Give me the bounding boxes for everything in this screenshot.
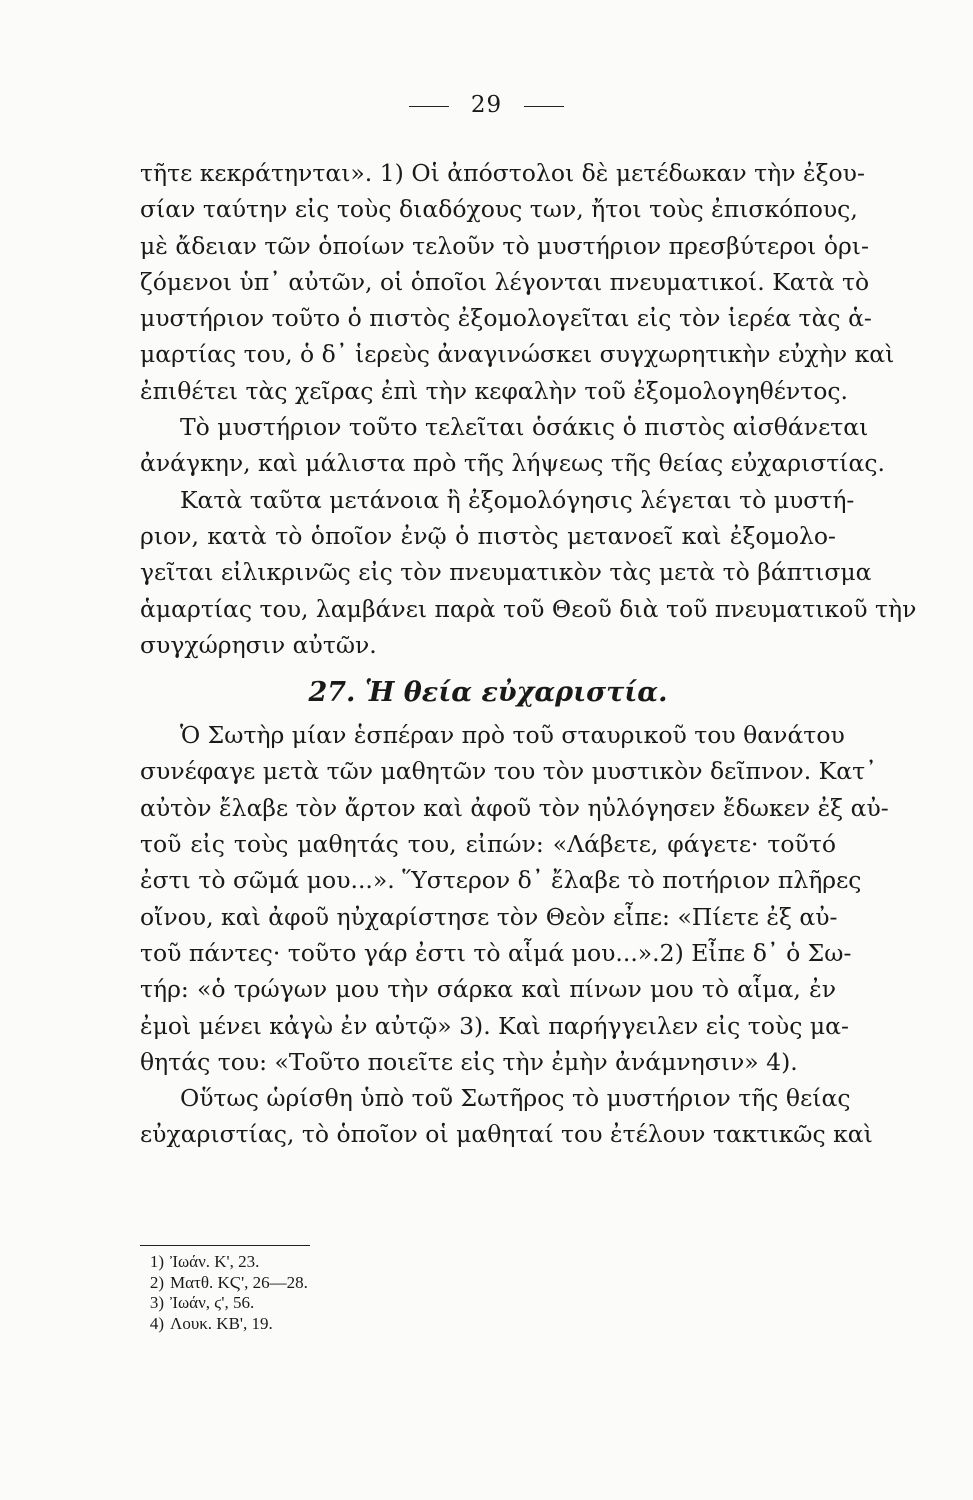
footnote xyxy=(140,1314,540,1335)
text-line: μυστήριον τοῦτο ὁ πιστὸς ἐξομολογεῖται εἰς τὸν ἱερέα τὰς ἁ- xyxy=(140,304,872,333)
text-line: οἴνου, καὶ ἀφοῦ ηὐχαρίστησε τὸν Θεὸν εἶπε: «Πίετε ἐξ αὐ- xyxy=(140,902,838,931)
text-line: ριον, κατὰ τὸ ὁποῖον ἐνῷ ὁ πιστὸς μετανοεῖ καὶ ἐξομολο- xyxy=(140,521,836,550)
page-body xyxy=(140,155,917,1153)
footnote xyxy=(140,1293,540,1314)
text-line: Κατὰ ταῦτα μετάνοια ἢ ἐξομολόγησις λέγεται τὸ μυστή- xyxy=(180,485,855,514)
text-line: θητάς του: «Τοῦτο ποιεῖτε εἰς τὴν ἐμὴν ἀνάμνησιν» 4). xyxy=(140,1047,798,1076)
header-dash-right xyxy=(524,106,564,107)
text-line: σίαν ταύτην εἰς τοὺς διαδόχους των, ἤτοι τοὺς ἐπισκόπους, xyxy=(140,195,858,224)
section-heading: 27. Ἡ θεία εὐχαριστία. xyxy=(308,677,668,709)
footnote-text: Ματθ. ΚϚ', 26—28. xyxy=(170,1272,308,1292)
text-line: τοῦ πάντες· τοῦτο γάρ ἐστι τὸ αἷμά μου...».2) Εἶπε δ᾽ ὁ Σω- xyxy=(140,938,852,967)
text-line: εὐχαριστίας, τὸ ὁποῖον οἱ μαθηταί του ἐτέλουν τακτικῶς καὶ xyxy=(140,1120,873,1149)
footnote-number: 4) xyxy=(149,1313,164,1333)
text-line: τοῦ εἰς τοὺς μαθητάς του, εἰπών: «Λάβετε, φάγετε· τοῦτό xyxy=(140,830,836,859)
text-line: Τὸ μυστήριον τοῦτο τελεῖται ὁσάκις ὁ πιστὸς αἰσθάνεται xyxy=(180,413,869,442)
footnote-text: Λουκ. ΚΒ', 19. xyxy=(170,1313,273,1333)
text-line: συνέφαγε μετὰ τῶν μαθητῶν του τὸν μυστικὸν δεῖπνον. Κατ᾽ xyxy=(140,757,877,786)
text-line: γεῖται εἰλικρινῶς εἰς τὸν πνευματικὸν τὰς μετὰ τὸ βάπτισμα xyxy=(140,558,872,587)
footnotes xyxy=(140,1252,540,1334)
footnote-number: 2) xyxy=(149,1272,164,1292)
footnote-text: Ἰωάν, ϛ', 56. xyxy=(170,1293,255,1312)
text-line: μὲ ἄδειαν τῶν ὁποίων τελοῦν τὸ μυστήριον πρεσβύτεροι ὁρι- xyxy=(140,231,869,260)
text-line: ζόμενοι ὑπ᾽ αὐτῶν, οἱ ὁποῖοι λέγονται πνευματικοί. Κατὰ τὸ xyxy=(140,267,870,296)
footnote-rule xyxy=(140,1245,310,1246)
text-line: τήρ: «ὁ τρώγων μου τὴν σάρκα καὶ πίνων μου τὸ αἷμα, ἐν xyxy=(140,975,836,1004)
text-line: ἐπιθέτει τὰς χεῖρας ἐπὶ τὴν κεφαλὴν τοῦ ἐξομολογηθέντος. xyxy=(140,376,848,405)
footnote xyxy=(140,1252,540,1273)
text-line: μαρτίας του, ὁ δ᾽ ἱερεὺς ἀναγινώσκει συγχωρητικὴν εὐχὴν καὶ xyxy=(140,340,895,369)
text-line: ἐμοὶ μένει κἀγὼ ἐν αὐτῷ» 3). Καὶ παρήγγειλεν εἰς τοὺς μα- xyxy=(140,1011,849,1040)
page-number: 29 xyxy=(470,92,503,118)
text-line: Ὁ Σωτὴρ μίαν ἑσπέραν πρὸ τοῦ σταυρικοῦ του θανάτου xyxy=(180,721,845,750)
text-line: συγχώρησιν αὐτῶν. xyxy=(140,630,377,659)
footnote xyxy=(140,1273,540,1294)
text-line: Οὕτως ὡρίσθη ὑπὸ τοῦ Σωτῆρος τὸ μυστήριον τῆς θείας xyxy=(180,1084,851,1113)
footnote-number: 3) xyxy=(149,1293,164,1312)
page-header xyxy=(0,92,973,118)
text-line: ἀνάγκην, καὶ μάλιστα πρὸ τῆς λήψεως τῆς θείας εὐχαριστίας. xyxy=(140,449,886,478)
text-line: ἁμαρτίας του, λαμβάνει παρὰ τοῦ Θεοῦ διὰ τοῦ πνευματικοῦ τὴν xyxy=(140,594,917,623)
footnote-number: 1) xyxy=(149,1252,164,1271)
text-line: αὐτὸν ἔλαβε τὸν ἄρτον καὶ ἀφοῦ τὸν ηὐλόγησεν ἔδωκεν ἐξ αὐ- xyxy=(140,793,889,822)
text-line: τῆτε κεκράτηνται». 1) Οἱ ἀπόστολοι δὲ μετέδωκαν τὴν ἐξου- xyxy=(140,159,865,187)
footnote-text: Ἰωάν. Κ', 23. xyxy=(170,1252,260,1271)
header-dash-left xyxy=(409,106,449,107)
text-line: ἐστι τὸ σῶμά μου...». Ὕστερον δ᾽ ἔλαβε τὸ ποτήριον πλῆρες xyxy=(140,866,862,895)
